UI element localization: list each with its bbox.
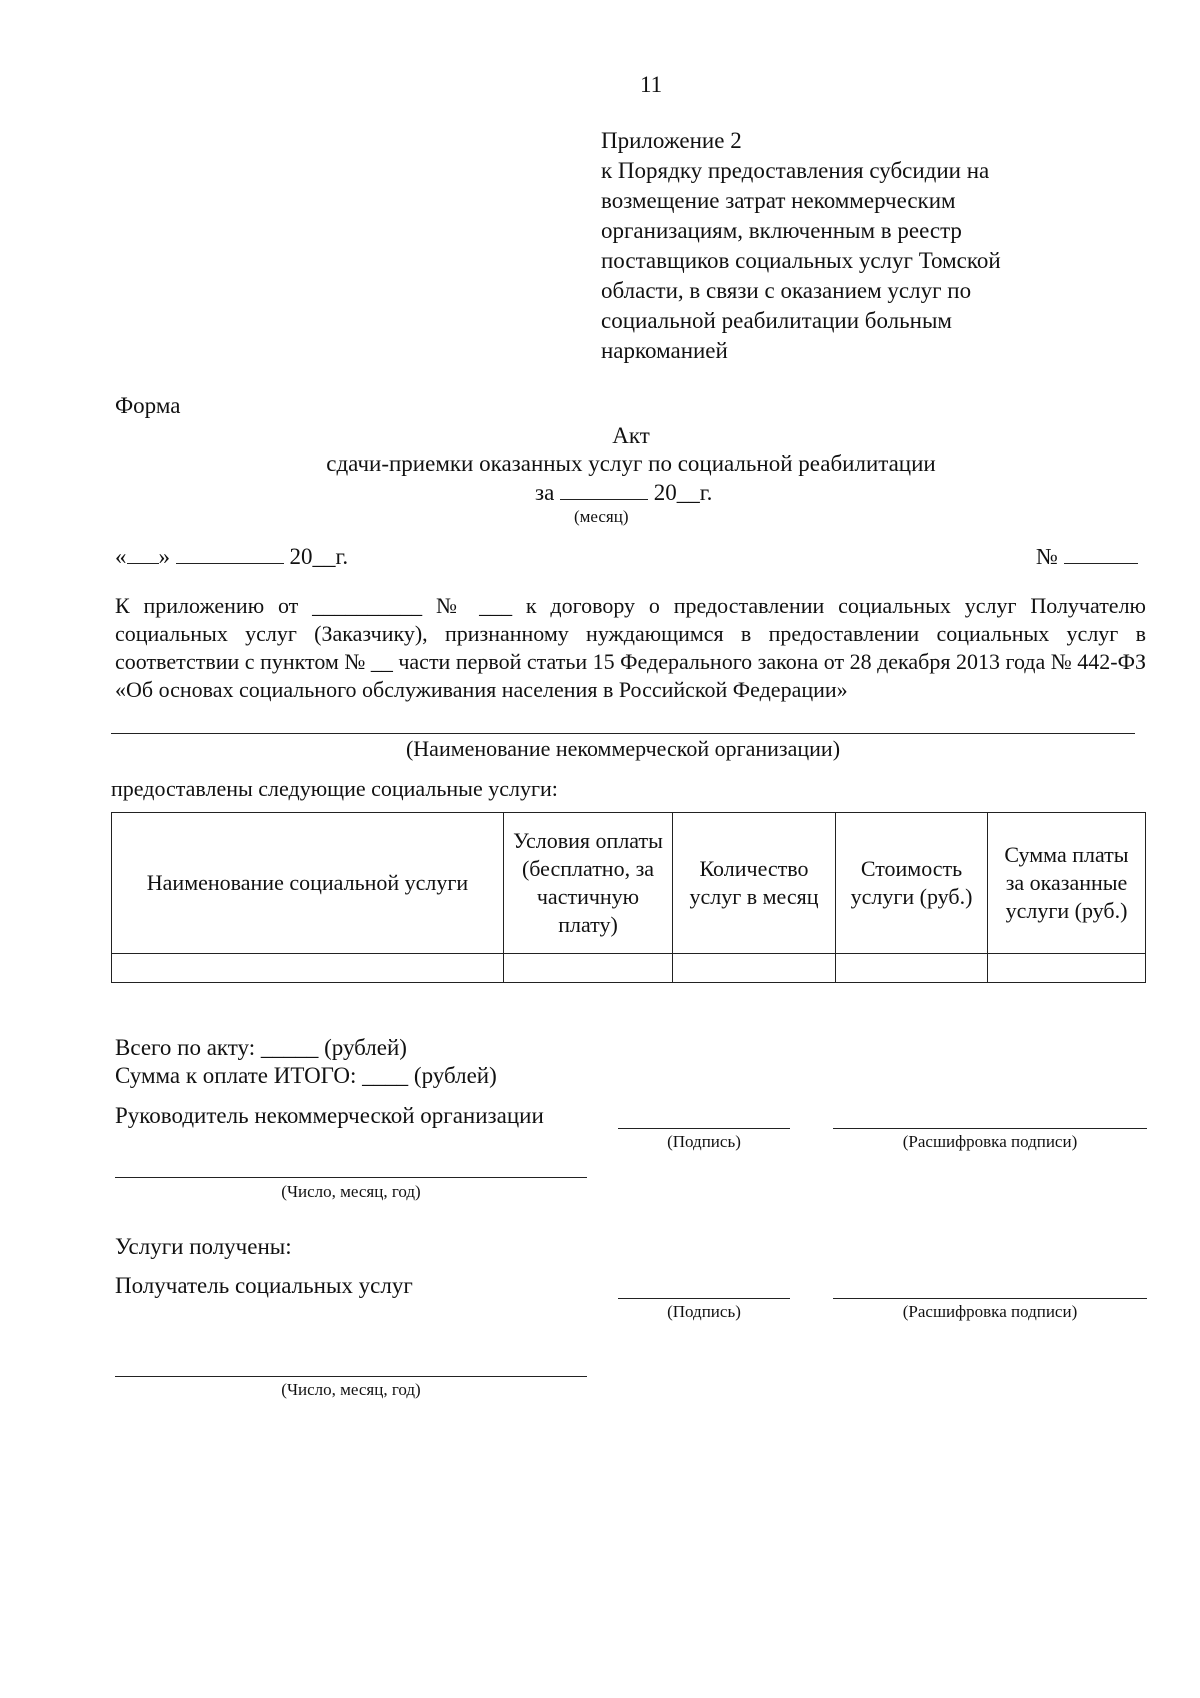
number-label: № (1036, 544, 1058, 569)
services-table (111, 812, 1146, 983)
appendix-line: области, в связи с оказанием услуг по (601, 278, 972, 303)
act-period (535, 477, 712, 508)
appendix-line: поставщиков социальных услуг Томской (601, 248, 1001, 273)
head-signature-line[interactable] (618, 1128, 790, 1129)
period-prefix: за (535, 480, 555, 505)
number-field (1036, 541, 1138, 572)
recipient-signature-caption: (Подпись) (667, 1302, 741, 1321)
total-label: Всего по акту: (115, 1035, 256, 1060)
act-subtitle: сдачи-приемки оказанных услуг по социальной реабилитации (326, 451, 936, 476)
recipient-decode-line[interactable] (833, 1298, 1147, 1299)
appendix-block (601, 126, 1001, 366)
recipient-label: Получатель социальных услуг (115, 1273, 413, 1298)
date-line (115, 541, 348, 572)
org-name-line[interactable] (111, 733, 1135, 734)
services-intro: предоставлены следующие социальные услуги: (111, 776, 558, 801)
month-blank[interactable] (560, 477, 648, 500)
total-blank[interactable]: _____ (260, 1035, 319, 1060)
cell-quantity[interactable] (673, 954, 836, 983)
table-header-row (112, 813, 1146, 954)
cell-cost[interactable] (836, 954, 988, 983)
cell-service-name[interactable] (112, 954, 504, 983)
act-title: Акт (612, 423, 650, 448)
header-cost: Стоимость услуги (руб.) (836, 813, 988, 954)
head-signature-caption: (Подпись) (667, 1132, 741, 1151)
pay-blank[interactable]: ____ (362, 1063, 409, 1088)
month-caption: (месяц) (574, 507, 629, 526)
appendix-line: организациям, включенным в реестр (601, 218, 962, 243)
cell-amount[interactable] (988, 954, 1146, 983)
pay-line (115, 1061, 497, 1091)
appendix-line: социальной реабилитации больным (601, 308, 952, 333)
header-quantity: Количество услуг в месяц (673, 813, 836, 954)
appendix-line: возмещение затрат некоммерческим (601, 188, 956, 213)
recipient-decode-caption: (Расшифровка подписи) (902, 1302, 1078, 1321)
org-caption: (Наименование некоммерческой организации) (405, 736, 841, 761)
head-decode-caption: (Расшифровка подписи) (902, 1132, 1078, 1151)
table-row (112, 954, 1146, 983)
head-date-line[interactable] (115, 1177, 587, 1178)
date-open-quote: « (115, 544, 127, 569)
form-label: Форма (115, 393, 181, 418)
appendix-line: Приложение 2 (601, 128, 742, 153)
date-close-quote: » (158, 544, 170, 569)
head-decode-line[interactable] (833, 1128, 1147, 1129)
header-payment-terms: Условия оплаты (бесплатно, за частичную плату) (504, 813, 673, 954)
cell-payment-terms[interactable] (504, 954, 673, 983)
appendix-line: наркоманией (601, 338, 728, 363)
date-year: 20__г. (289, 544, 349, 569)
pay-unit: (рублей) (413, 1063, 497, 1088)
head-label: Руководитель некоммерческой организации (115, 1103, 544, 1128)
pay-label: Сумма к оплате ИТОГО: (115, 1063, 357, 1088)
period-year: 20__г. (653, 480, 713, 505)
header-service-name: Наименование социальной услуги (112, 813, 504, 954)
total-unit: (рублей) (324, 1035, 407, 1060)
recipient-date-line[interactable] (115, 1376, 587, 1377)
page-number: 11 (640, 72, 663, 97)
intro-paragraph: К приложению от __________ № ___ к договору о предоставлении социальных услуг Получателю социальных услуг (Заказчику), признанному нуждающимся в предоставлении социальных услуг в соответствии с пунктом № __ части первой статьи 15 Федерального закона от 28 декабря 2013 года № 442-ФЗ «Об основах социального обслуживания населения в Российской Федерации» (115, 593, 1146, 702)
recipient-signature-line[interactable] (618, 1298, 790, 1299)
header-amount: Сумма платы за оказанные услуги (руб.) (988, 813, 1146, 954)
appendix-line: к Порядку предоставления субсидии на (601, 158, 990, 183)
head-date-caption: (Число, месяц, год) (281, 1182, 421, 1201)
month-name-blank[interactable] (176, 541, 284, 564)
total-line (115, 1033, 407, 1063)
day-blank[interactable] (127, 541, 159, 564)
received-label: Услуги получены: (115, 1234, 292, 1259)
number-blank[interactable] (1064, 541, 1138, 564)
recipient-date-caption: (Число, месяц, год) (281, 1380, 421, 1399)
